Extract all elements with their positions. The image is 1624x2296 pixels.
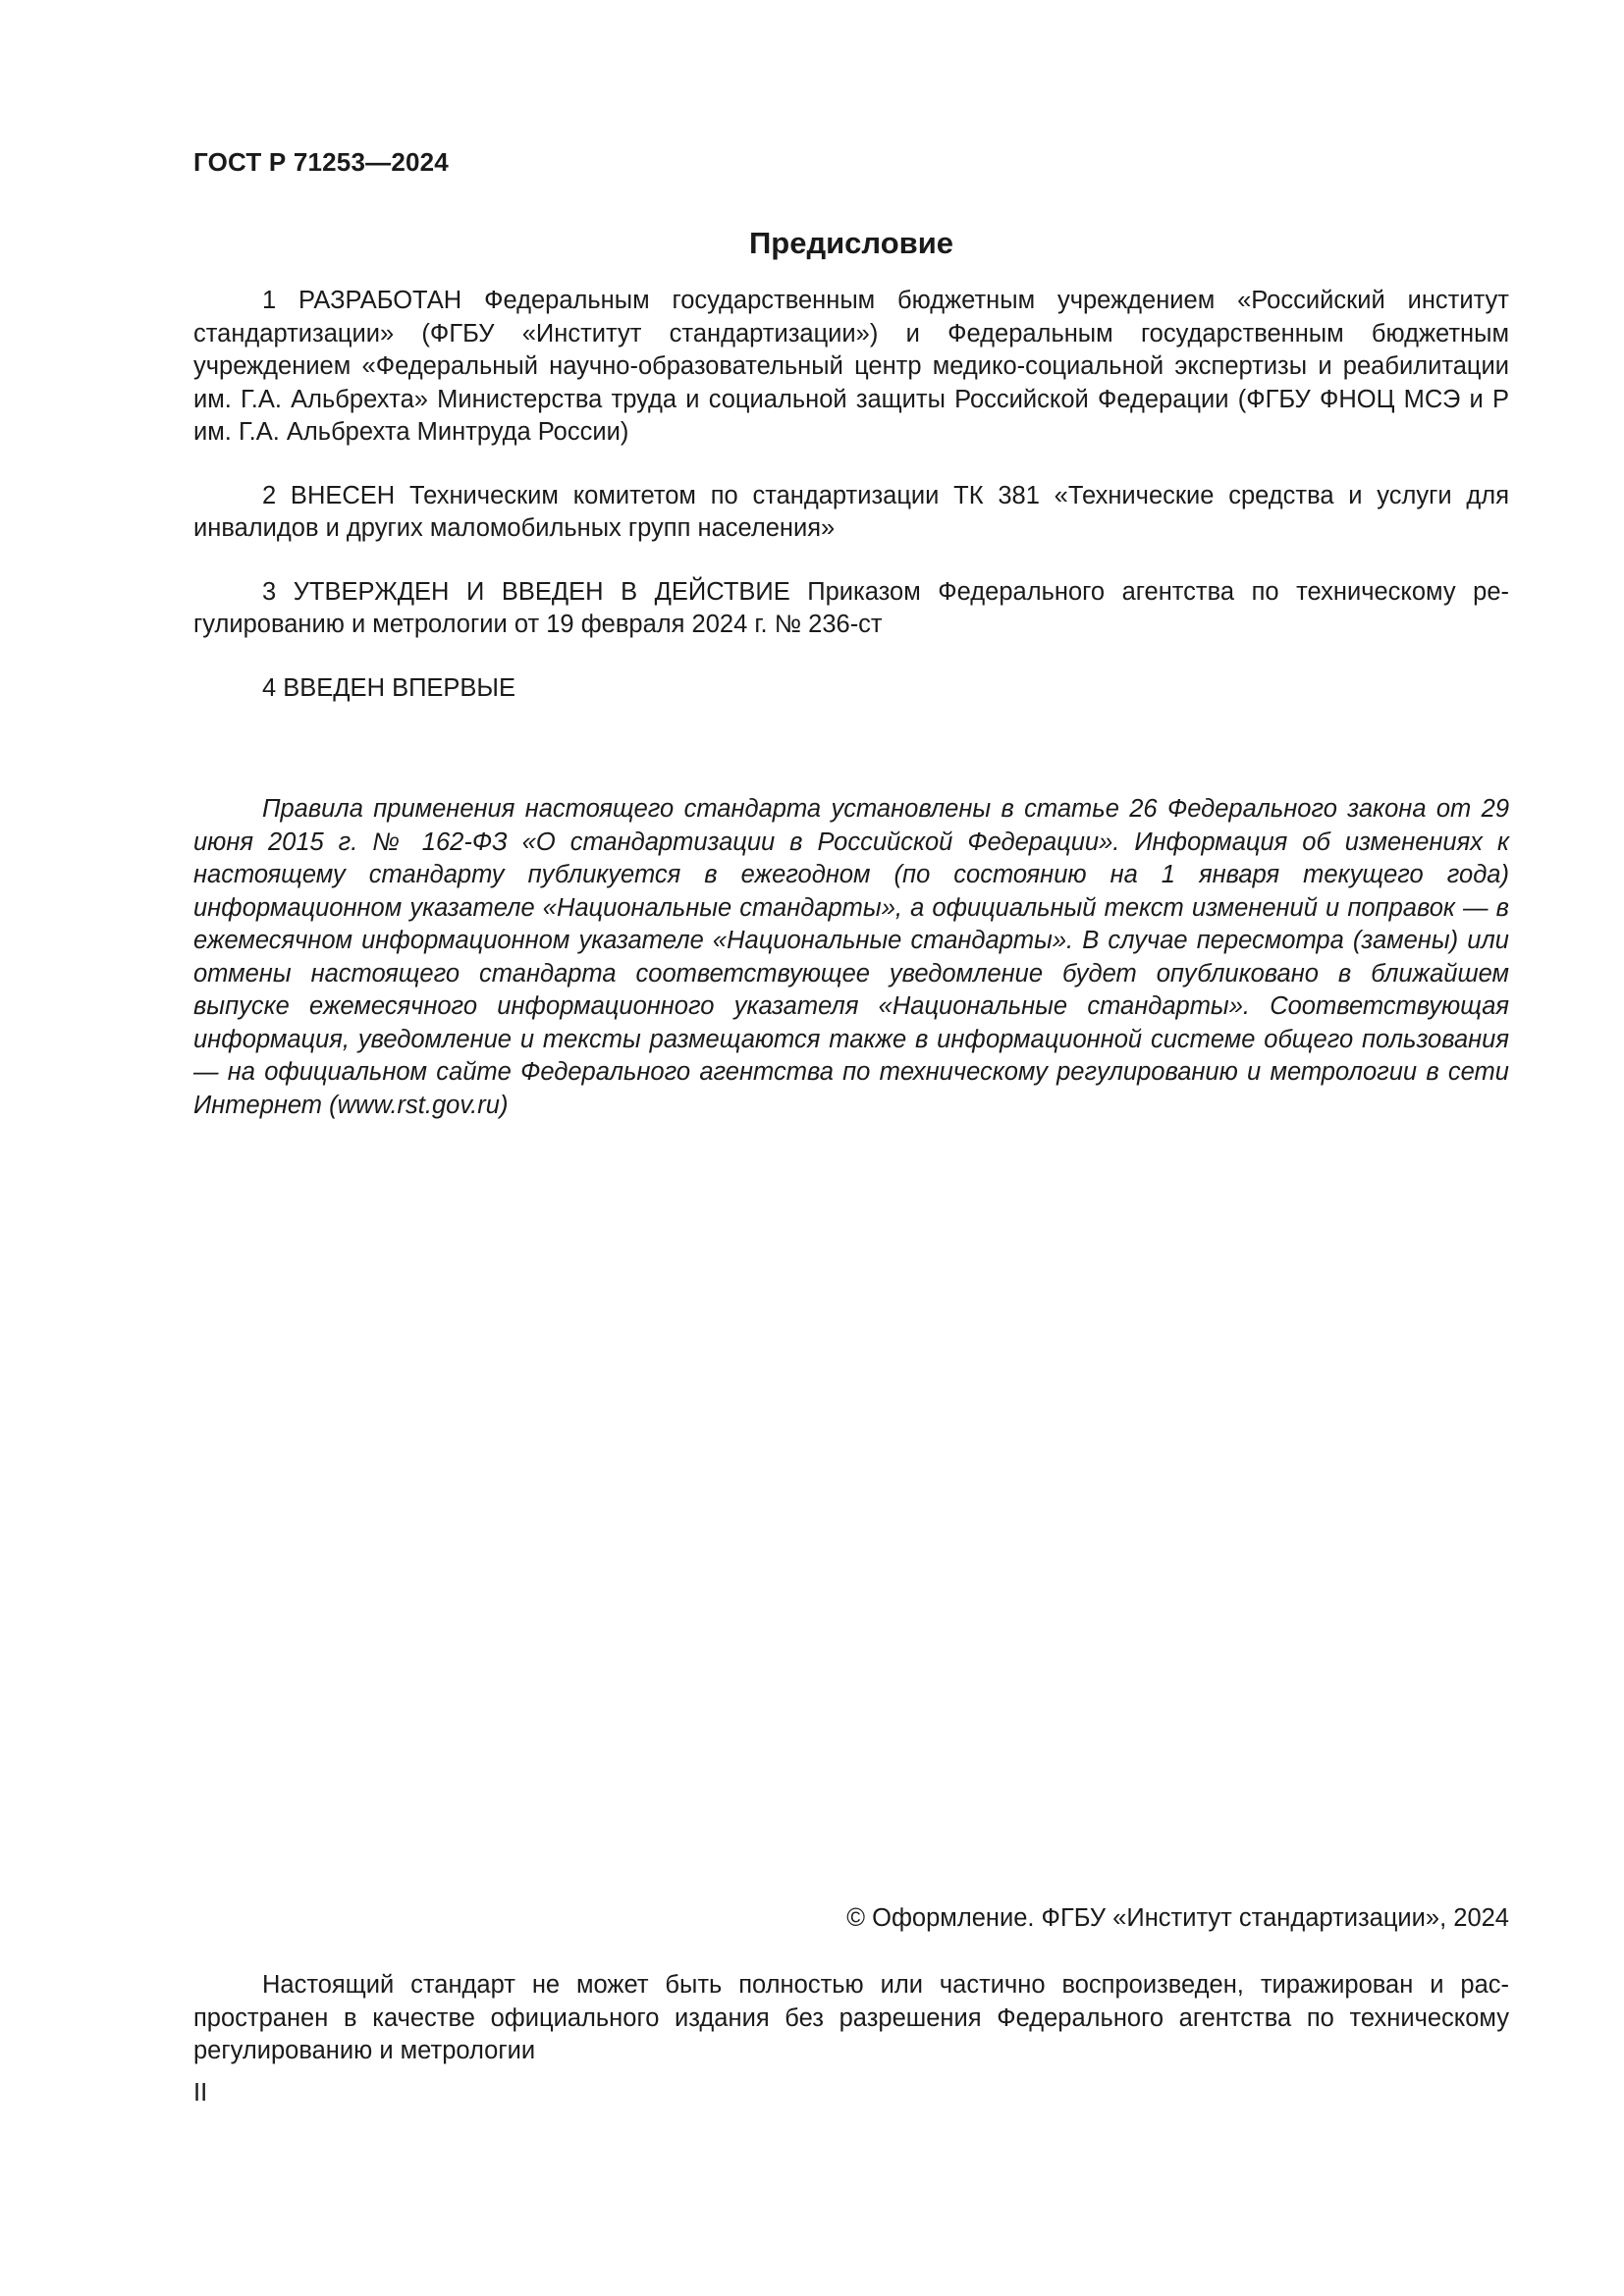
- page-number: II: [193, 2079, 208, 2107]
- foreword-title: Предисловие: [748, 226, 953, 260]
- foreword-item-introduced: 2 ВНЕСЕН Техническим комитетом по стандартизации ТК 381 «Технические средства и услуги для инвалидов и других маломобильных групп населения»: [193, 481, 1509, 542]
- reproduction-notice: Настоящий стандарт не может быть полностью или частично воспроизведен, тиражирован и распространен в качестве официального издания без разрешения Федерального агентства по техническому регулированию и метрологии: [193, 1971, 1509, 2064]
- copyright-line: © Оформление. ФГБУ «Институт стандартизации», 2024: [846, 1904, 1509, 1932]
- foreword-item-first-introduced: 4 ВВЕДЕН ВПЕРВЫЕ: [262, 673, 516, 702]
- foreword-content: [193, 285, 1509, 1152]
- foreword-item-developed: 1 РАЗРАБОТАН Федеральным государственным бюджетным учреждением «Российский институт стандартизации» (ФГБУ «Институт стандартизации») и Федеральным государственным бюджетным учреждением «Федеральный научно-образовательный центр медико-социальной экспертизы и реабилитации им. Г.А. Альбрехта» Министерства труда и социальной защиты Российской Федерации (ФГБУ ФНОЦ МСЭ и Р им. Г.А. Альбрехта Минтруда России): [193, 287, 1509, 446]
- application-rules-note: Правила применения настоящего стандарта установлены в статье 26 Федерального закона от 29 июня 2015 г. № 162-ФЗ «О стандартизации в Российской Федерации». Информация об изменениях к настоящему стандарту публикуется в ежегодном (по состоянию на 1 января текущего года) информационном указателе «Национальные стандарты», а официальный текст изменений и поправок — в ежемесячном информационном указателе «Национальные стандарты». В случае пересмотра (замены) или отмены настоящего стандарта соответствующее уведомление будет опубликовано в ближайшем выпуске ежемесячного информационного указателя «Национальные стандарты». Соответствующая информация, уведомление и тексты размещаются также в информационной системе общего пользования — на официальном сайте Федерального агентства по техническому регулированию и метрологии в сети Интернет (www.rst.gov.ru): [193, 795, 1509, 1119]
- foreword-item-approved: 3 УТВЕРЖДЕН И ВВЕДЕН В ДЕЙСТВИЕ Приказом Федерального агентства по техническому регулированию и метрологии от 19 февраля 2024 г. № 236-ст: [193, 577, 1509, 638]
- document-code: ГОСТ Р 71253—2024: [193, 147, 449, 177]
